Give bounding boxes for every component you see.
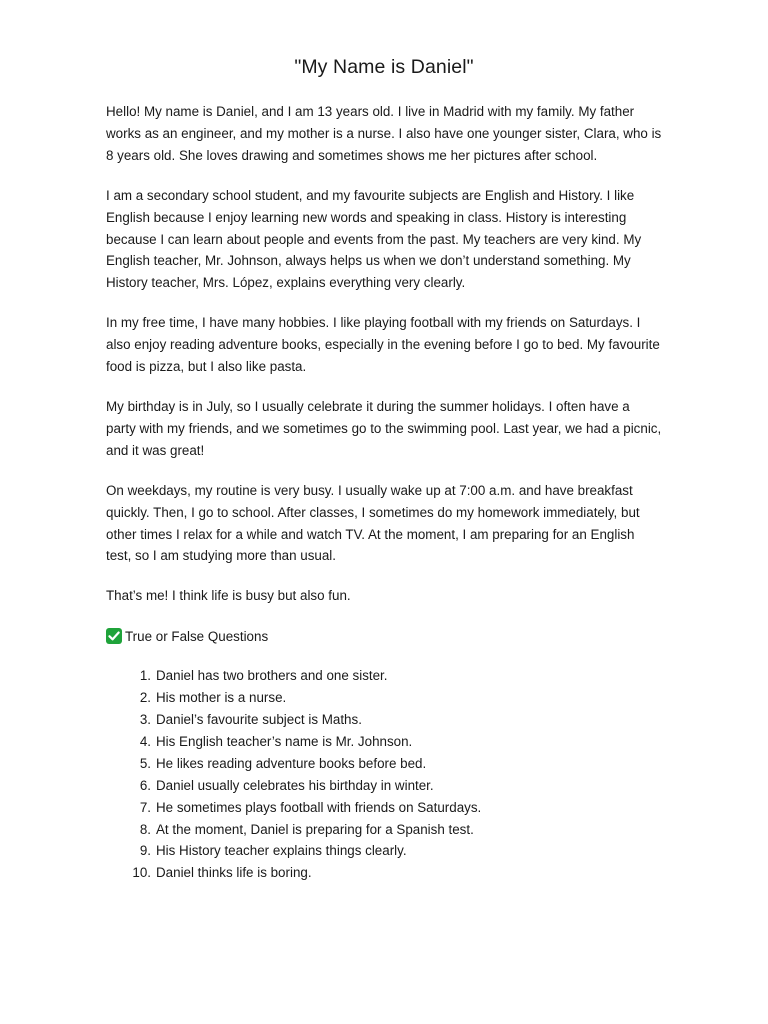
list-item [106, 709, 662, 731]
paragraph-birthday: My birthday is in July, so I usually celebrate it during the summer holidays. I often have a party with my friends, and we sometimes go to the swimming pool. Last year, we had a picnic, and it was great! [106, 398, 662, 458]
list-item [106, 753, 662, 775]
questions-list [106, 665, 662, 884]
list-item [106, 731, 662, 753]
question-text: Daniel usually celebrates his birthday in winter. [156, 777, 434, 793]
question-text: His History teacher explains things clearly. [156, 843, 407, 859]
paragraph-closing: That’s me! I think life is busy but also fun. [106, 588, 351, 604]
list-item [106, 775, 662, 797]
question-number: 1. [139, 668, 151, 684]
question-text: At the moment, Daniel is preparing for a Spanish test. [156, 821, 474, 837]
question-number: 4. [139, 733, 151, 749]
paragraph-family: Hello! My name is Daniel, and I am 13 years old. I live in Madrid with my family. My father works as an engineer, and my mother is a nurse. I also have one younger sister, Clara, who is 8 years old. She loves drawing and sometimes shows me her pictures after school. [106, 104, 662, 163]
question-number: 3. [139, 712, 151, 728]
list-item [106, 840, 662, 862]
question-number: 9. [139, 843, 151, 859]
paragraph-school: I am a secondary school student, and my favourite subjects are English and History. I like English because I enjoy learning new words and speaking in class. History is interesting because I can learn about people and events from the past. My teachers are very kind. My English teacher, Mr. Johnson, always helps us when we don’t understand something. My History teacher, Mrs. López, explains everything very clearly. [106, 187, 642, 291]
list-item [106, 665, 662, 687]
question-number: 6. [139, 777, 151, 793]
question-number: 10. [132, 865, 151, 881]
questions-heading-label: True or False Questions [125, 628, 269, 644]
question-number: 8. [139, 821, 151, 837]
question-text: He likes reading adventure books before bed. [156, 755, 427, 771]
paragraph-routine: On weekdays, my routine is very busy. I usually wake up at 7:00 a.m. and have breakfast quickly. Then, I go to school. After classes, I sometimes do my homework immediately, but other times I relax for a while and watch TV. At the moment, I am preparing for an English test, so I am studying more than usual. [106, 482, 640, 564]
question-text: His English teacher’s name is Mr. Johnson. [156, 733, 413, 749]
question-number: 2. [139, 690, 151, 706]
question-number: 7. [139, 799, 151, 815]
list-item [106, 862, 662, 884]
question-text: Daniel has two brothers and one sister. [156, 668, 388, 684]
question-text: Daniel’s favourite subject is Maths. [156, 712, 362, 728]
question-text: His mother is a nurse. [156, 690, 287, 706]
question-text: Daniel thinks life is boring. [156, 865, 312, 881]
question-number: 5. [139, 755, 151, 771]
paragraph-hobbies: In my free time, I have many hobbies. I like playing football with my friends on Saturdays. I also enjoy reading adventure books, especially in the evening before I go to bed. My favourite food is pizza, but I also like pasta. [106, 315, 660, 375]
list-item [106, 687, 662, 709]
document-page [106, 56, 662, 884]
list-item [106, 819, 662, 841]
document-title: "My Name is Daniel" [294, 56, 474, 78]
list-item [106, 797, 662, 819]
questions-heading [106, 625, 662, 647]
question-text: He sometimes plays football with friends on Saturdays. [156, 799, 482, 815]
check-mark-icon [106, 628, 122, 644]
